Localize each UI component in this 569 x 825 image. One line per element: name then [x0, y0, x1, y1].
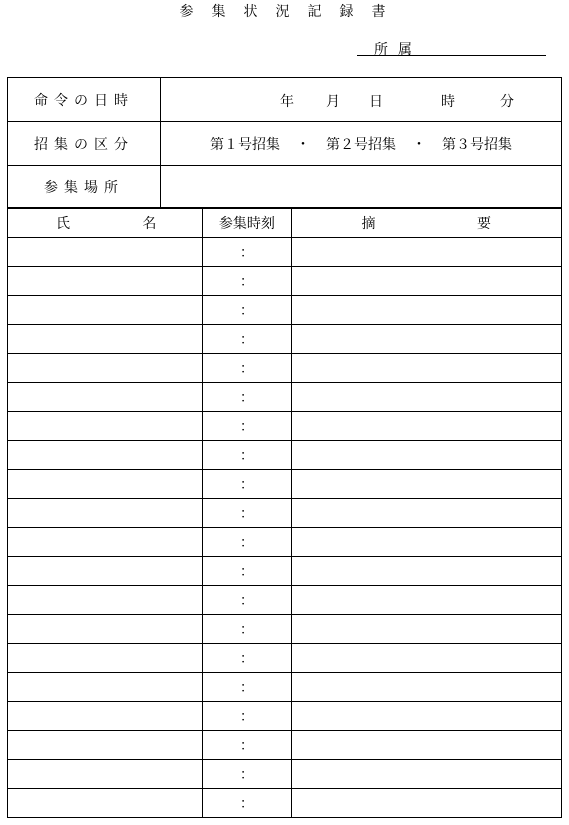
hour-unit: 時 — [441, 94, 455, 110]
day-unit: 日 — [369, 94, 383, 110]
table-row — [8, 673, 562, 702]
separator: ・ — [412, 136, 426, 153]
name-cell[interactable] — [8, 644, 203, 673]
name-column-header — [8, 208, 203, 238]
name-cell[interactable] — [8, 499, 203, 528]
summary-cell[interactable] — [291, 354, 562, 383]
name-cell[interactable] — [8, 412, 203, 441]
attendance-table — [7, 207, 562, 818]
separator: ・ — [296, 136, 310, 153]
arrival-time-cell[interactable]: ： — [203, 412, 291, 441]
document-title: 参集状況記録書 — [179, 4, 404, 20]
call-class-2[interactable]: 第２号招集 — [326, 136, 396, 153]
name-cell[interactable] — [8, 615, 203, 644]
summary-cell[interactable] — [291, 470, 562, 499]
table-row — [8, 267, 562, 296]
arrival-time-cell[interactable]: ： — [203, 499, 291, 528]
name-cell[interactable] — [8, 354, 203, 383]
summary-cell[interactable] — [291, 383, 562, 412]
summary-cell[interactable] — [291, 702, 562, 731]
name-cell[interactable] — [8, 470, 203, 499]
table-row — [8, 528, 562, 557]
arrival-time-cell[interactable]: ： — [203, 760, 291, 789]
year-unit: 年 — [280, 94, 294, 110]
arrival-time-cell[interactable]: ： — [203, 441, 291, 470]
summary-cell[interactable] — [291, 296, 562, 325]
time-column-header: 参集時刻 — [203, 208, 291, 238]
table-row — [8, 615, 562, 644]
name-header-part2: 名 — [142, 215, 157, 232]
table-row — [8, 557, 562, 586]
summary-cell[interactable] — [291, 441, 562, 470]
summary-cell[interactable] — [291, 412, 562, 441]
table-row — [8, 702, 562, 731]
table-row — [8, 499, 562, 528]
summary-cell[interactable] — [291, 615, 562, 644]
call-class-options — [161, 122, 562, 166]
table-row — [8, 586, 562, 615]
summary-cell[interactable] — [291, 644, 562, 673]
arrival-time-cell[interactable]: ： — [203, 238, 291, 267]
table-row — [8, 238, 562, 267]
order-datetime-label: 命令の日時 — [8, 78, 161, 122]
place-field[interactable] — [161, 166, 562, 209]
summary-cell[interactable] — [291, 238, 562, 267]
name-cell[interactable] — [8, 325, 203, 354]
summary-cell[interactable] — [291, 673, 562, 702]
attendance-rows — [8, 238, 562, 818]
table-row — [8, 296, 562, 325]
summary-cell[interactable] — [291, 760, 562, 789]
arrival-time-cell[interactable]: ： — [203, 383, 291, 412]
name-cell[interactable] — [8, 731, 203, 760]
call-class-label: 招集の区分 — [8, 122, 161, 166]
arrival-time-cell[interactable]: ： — [203, 702, 291, 731]
name-cell[interactable] — [8, 528, 203, 557]
arrival-time-cell[interactable]: ： — [203, 557, 291, 586]
order-datetime-field[interactable] — [161, 78, 562, 122]
arrival-time-cell[interactable]: ： — [203, 644, 291, 673]
name-cell[interactable] — [8, 441, 203, 470]
call-class-1[interactable]: 第１号招集 — [210, 136, 280, 153]
month-unit: 月 — [326, 94, 340, 110]
call-class-3[interactable]: 第３号招集 — [442, 136, 512, 153]
table-row — [8, 789, 562, 818]
table-row — [8, 325, 562, 354]
table-row — [8, 441, 562, 470]
summary-cell[interactable] — [291, 731, 562, 760]
arrival-time-cell[interactable]: ： — [203, 267, 291, 296]
name-cell[interactable] — [8, 267, 203, 296]
summary-cell[interactable] — [291, 267, 562, 296]
summary-header-part1: 摘 — [361, 215, 376, 232]
arrival-time-cell[interactable]: ： — [203, 354, 291, 383]
minute-unit: 分 — [500, 94, 514, 110]
summary-cell[interactable] — [291, 557, 562, 586]
summary-cell[interactable] — [291, 499, 562, 528]
name-cell[interactable] — [8, 789, 203, 818]
table-row — [8, 354, 562, 383]
order-info-table — [7, 77, 562, 209]
arrival-time-cell[interactable]: ： — [203, 296, 291, 325]
arrival-time-cell[interactable]: ： — [203, 470, 291, 499]
name-cell[interactable] — [8, 760, 203, 789]
table-row — [8, 470, 562, 499]
table-row — [8, 760, 562, 789]
place-label: 参集場所 — [8, 166, 161, 209]
arrival-time-cell[interactable]: ： — [203, 673, 291, 702]
table-row — [8, 412, 562, 441]
summary-cell[interactable] — [291, 789, 562, 818]
name-cell[interactable] — [8, 586, 203, 615]
name-cell[interactable] — [8, 557, 203, 586]
name-cell[interactable] — [8, 383, 203, 412]
name-cell[interactable] — [8, 238, 203, 267]
table-row — [8, 383, 562, 412]
summary-column-header — [291, 208, 562, 238]
table-row — [8, 644, 562, 673]
summary-cell[interactable] — [291, 586, 562, 615]
arrival-time-cell[interactable]: ： — [203, 731, 291, 760]
name-cell[interactable] — [8, 702, 203, 731]
name-cell[interactable] — [8, 673, 203, 702]
summary-cell[interactable] — [291, 528, 562, 557]
arrival-time-cell[interactable]: ： — [203, 615, 291, 644]
arrival-time-cell[interactable]: ： — [203, 528, 291, 557]
table-row — [8, 731, 562, 760]
arrival-time-cell[interactable]: ： — [203, 789, 291, 818]
summary-cell[interactable] — [291, 325, 562, 354]
summary-header-part2: 要 — [477, 215, 491, 232]
arrival-time-cell[interactable]: ： — [203, 586, 291, 615]
arrival-time-cell[interactable]: ： — [203, 325, 291, 354]
affiliation-field[interactable]: 所属 — [357, 39, 546, 56]
name-header-part1: 氏 — [56, 215, 70, 232]
name-cell[interactable] — [8, 296, 203, 325]
